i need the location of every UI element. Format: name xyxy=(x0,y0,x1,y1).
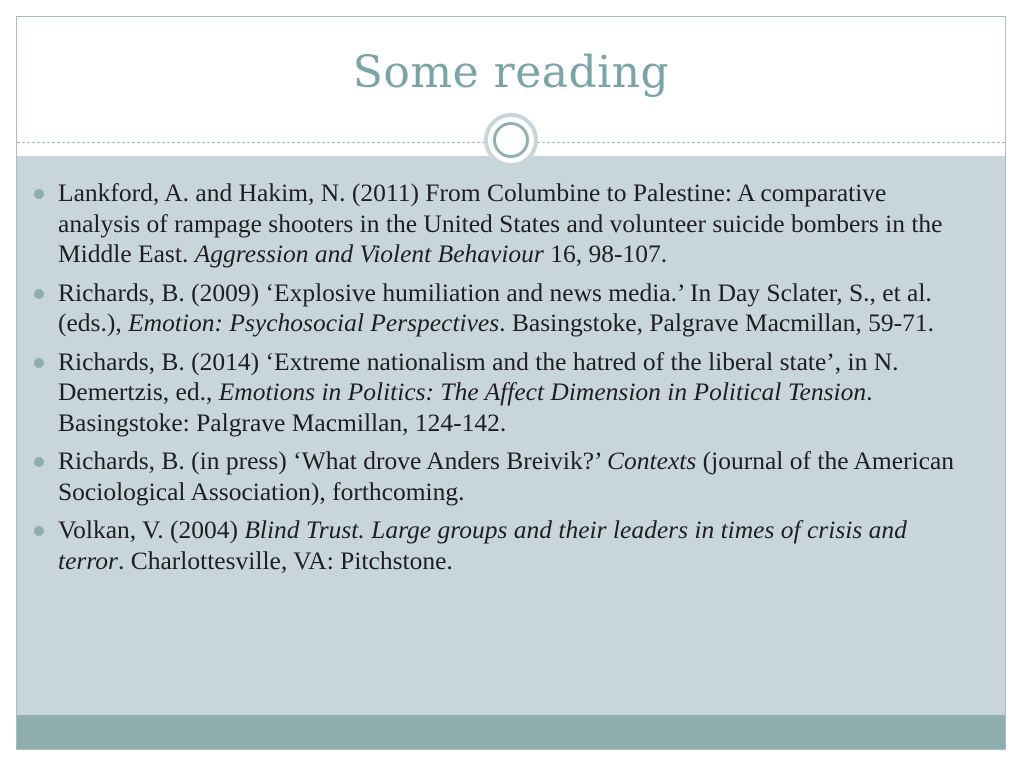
bullet-icon xyxy=(34,189,44,199)
bullet-icon xyxy=(34,457,44,467)
reference-italic: Blind Trust. Large groups and their leaders in times of crisis and terror xyxy=(58,515,907,575)
reference-text-end: (journal of the American Sociological Association), forthcoming. xyxy=(58,446,955,506)
reference-item xyxy=(38,278,958,339)
reference-italic: Emotions in Politics: The Affect Dimension in Political Tension xyxy=(218,377,867,406)
reference-text-end: . Basingstoke, Palgrave Macmillan, 59-71. xyxy=(499,308,935,337)
footer-band xyxy=(17,715,1005,749)
circle-ornament-inner xyxy=(493,122,529,158)
reference-item xyxy=(38,515,958,576)
reference-italic: Emotion: Psychosocial Perspectives xyxy=(128,308,500,337)
slide-title: Some reading xyxy=(352,47,670,98)
reference-italic: Contexts xyxy=(607,446,697,475)
reference-text-end: . Basingstoke: Palgrave Macmillan, 124-142. xyxy=(58,377,873,437)
reference-text-end: 16, 98-107. xyxy=(543,239,668,268)
reference-item xyxy=(38,446,958,507)
reference-text: Richards, B. (2009) ‘Explosive humiliation and news media.’ In Day Sclater, S., et al. (eds.), xyxy=(58,277,932,337)
circle-ornament-icon xyxy=(484,113,538,167)
reference-italic: Aggression and Violent Behaviour xyxy=(194,239,544,268)
reference-item xyxy=(38,347,958,439)
reference-text: Volkan, V. (2004) xyxy=(58,515,245,544)
reference-list xyxy=(38,178,958,584)
reference-text-end: . Charlottesville, VA: Pitchstone. xyxy=(117,545,453,575)
bullet-icon xyxy=(34,526,44,536)
reference-text: Lankford, A. and Hakim, N. (2011) From Columbine to Palestine: A comparative analysis of rampage shooters in the United States and volunteer suicide bombers in the Middle East. xyxy=(58,178,943,268)
bullet-icon xyxy=(34,358,44,368)
reference-text: Richards, B. (in press) ‘What drove Anders Breivik?’ xyxy=(58,446,608,475)
bullet-icon xyxy=(34,289,44,299)
reference-item xyxy=(38,178,958,270)
reference-text: Richards, B. (2014) ‘Extreme nationalism and the hatred of the liberal state’, in N. Demertzis, ed., xyxy=(58,346,899,406)
